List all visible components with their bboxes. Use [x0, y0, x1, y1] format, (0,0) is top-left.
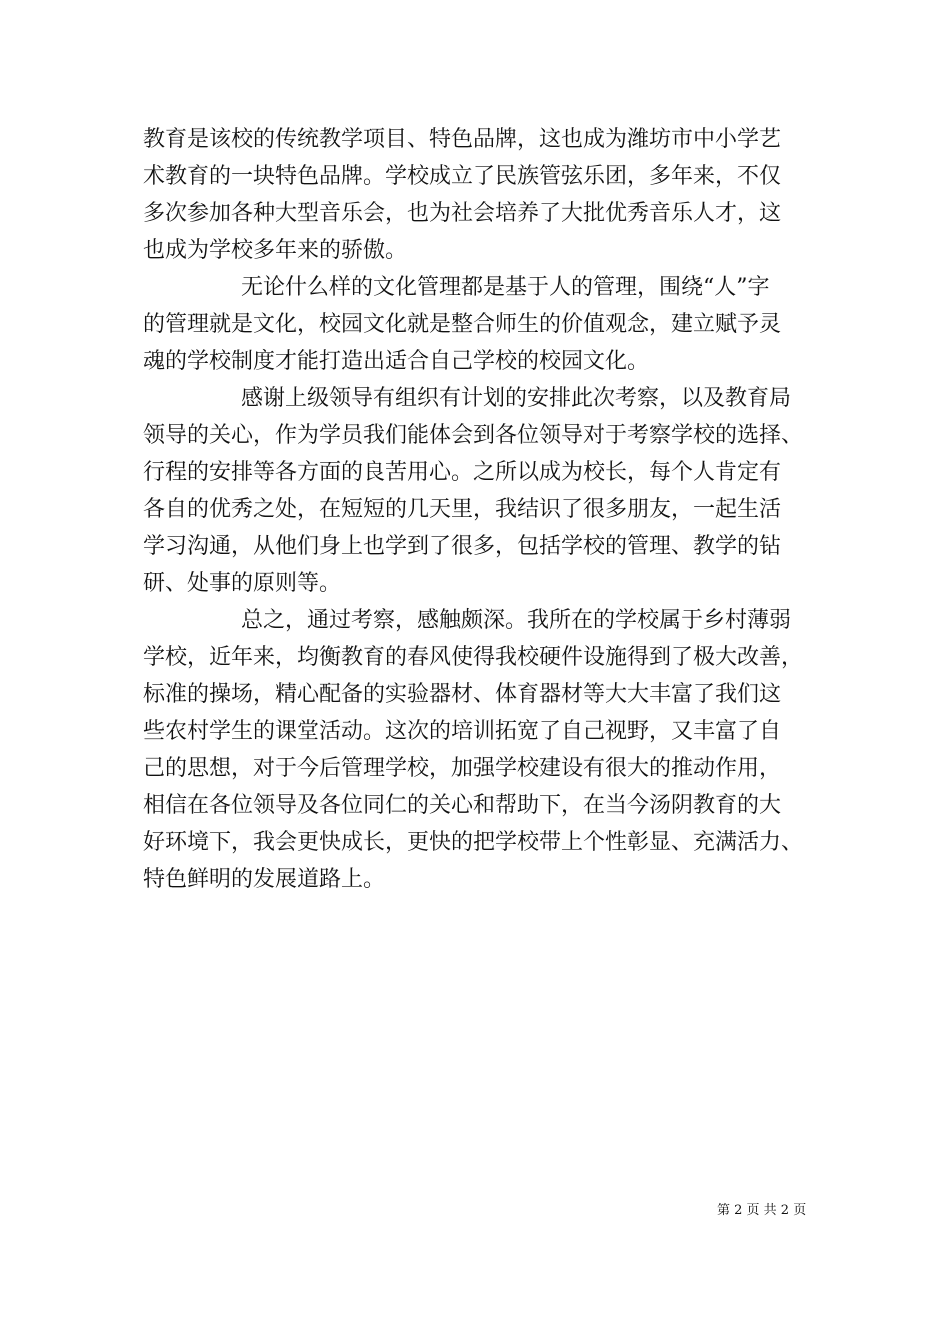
- paragraph-2: [143, 269, 813, 380]
- document-body: [143, 121, 813, 898]
- text-line: 学习沟通，从他们身上也学到了很多，包括学校的管理、教学的钻: [143, 534, 782, 559]
- text-line: 好环境下，我会更快成长，更快的把学校带上个性彰显、充满活力、: [143, 830, 804, 855]
- page-number-footer: 第 2 页 共 2 页: [717, 1203, 807, 1218]
- text-line: 多次参加各种大型音乐会，也为社会培养了大批优秀音乐人才，这: [143, 201, 782, 226]
- text-line: 的管理就是文化，校园文化就是整合师生的价值观念，建立赋予灵: [143, 312, 782, 337]
- text-line: 各自的优秀之处，在短短的几天里，我结识了很多朋友，一起生活: [143, 497, 782, 522]
- paragraph-4: [143, 602, 813, 898]
- text-line: 也成为学校多年来的骄傲。: [143, 238, 408, 263]
- text-line: 标准的操场，精心配备的实验器材、体育器材等大大丰富了我们这: [143, 682, 782, 707]
- text-line: 无论什么样的文化管理都是基于人的管理，围绕“人”字: [241, 275, 770, 300]
- text-line: 感谢上级领导有组织有计划的安排此次考察，以及教育局: [241, 386, 792, 411]
- text-line: 行程的安排等各方面的良苦用心。之所以成为校长，每个人肯定有: [143, 460, 782, 485]
- text-line: 学校，近年来，均衡教育的春风使得我校硬件设施得到了极大改善，: [143, 645, 804, 670]
- text-line: 相信在各位领导及各位同仁的关心和帮助下，在当今汤阴教育的大: [143, 793, 782, 818]
- text-line: 己的思想，对于今后管理学校，加强学校建设有很大的推动作用，: [143, 756, 782, 781]
- text-line: 特色鲜明的发展道路上。: [143, 867, 386, 892]
- text-line: 总之，通过考察，感触颇深。我所在的学校属于乡村薄弱: [241, 608, 792, 633]
- text-line: 些农村学生的课堂活动。这次的培训拓宽了自己视野，又丰富了自: [143, 719, 782, 744]
- text-line: 领导的关心，作为学员我们能体会到各位领导对于考察学校的选择、: [143, 423, 804, 448]
- paragraph-1: [143, 121, 813, 269]
- text-line: 教育是该校的传统教学项目、特色品牌，这也成为潍坊市中小学艺: [143, 127, 782, 152]
- text-line: 术教育的一块特色品牌。学校成立了民族管弦乐团，多年来，不仅: [143, 164, 782, 189]
- text-line: 研、处事的原则等。: [143, 571, 342, 596]
- paragraph-3: [143, 380, 813, 602]
- text-line: 魂的学校制度才能打造出适合自己学校的校园文化。: [143, 349, 650, 374]
